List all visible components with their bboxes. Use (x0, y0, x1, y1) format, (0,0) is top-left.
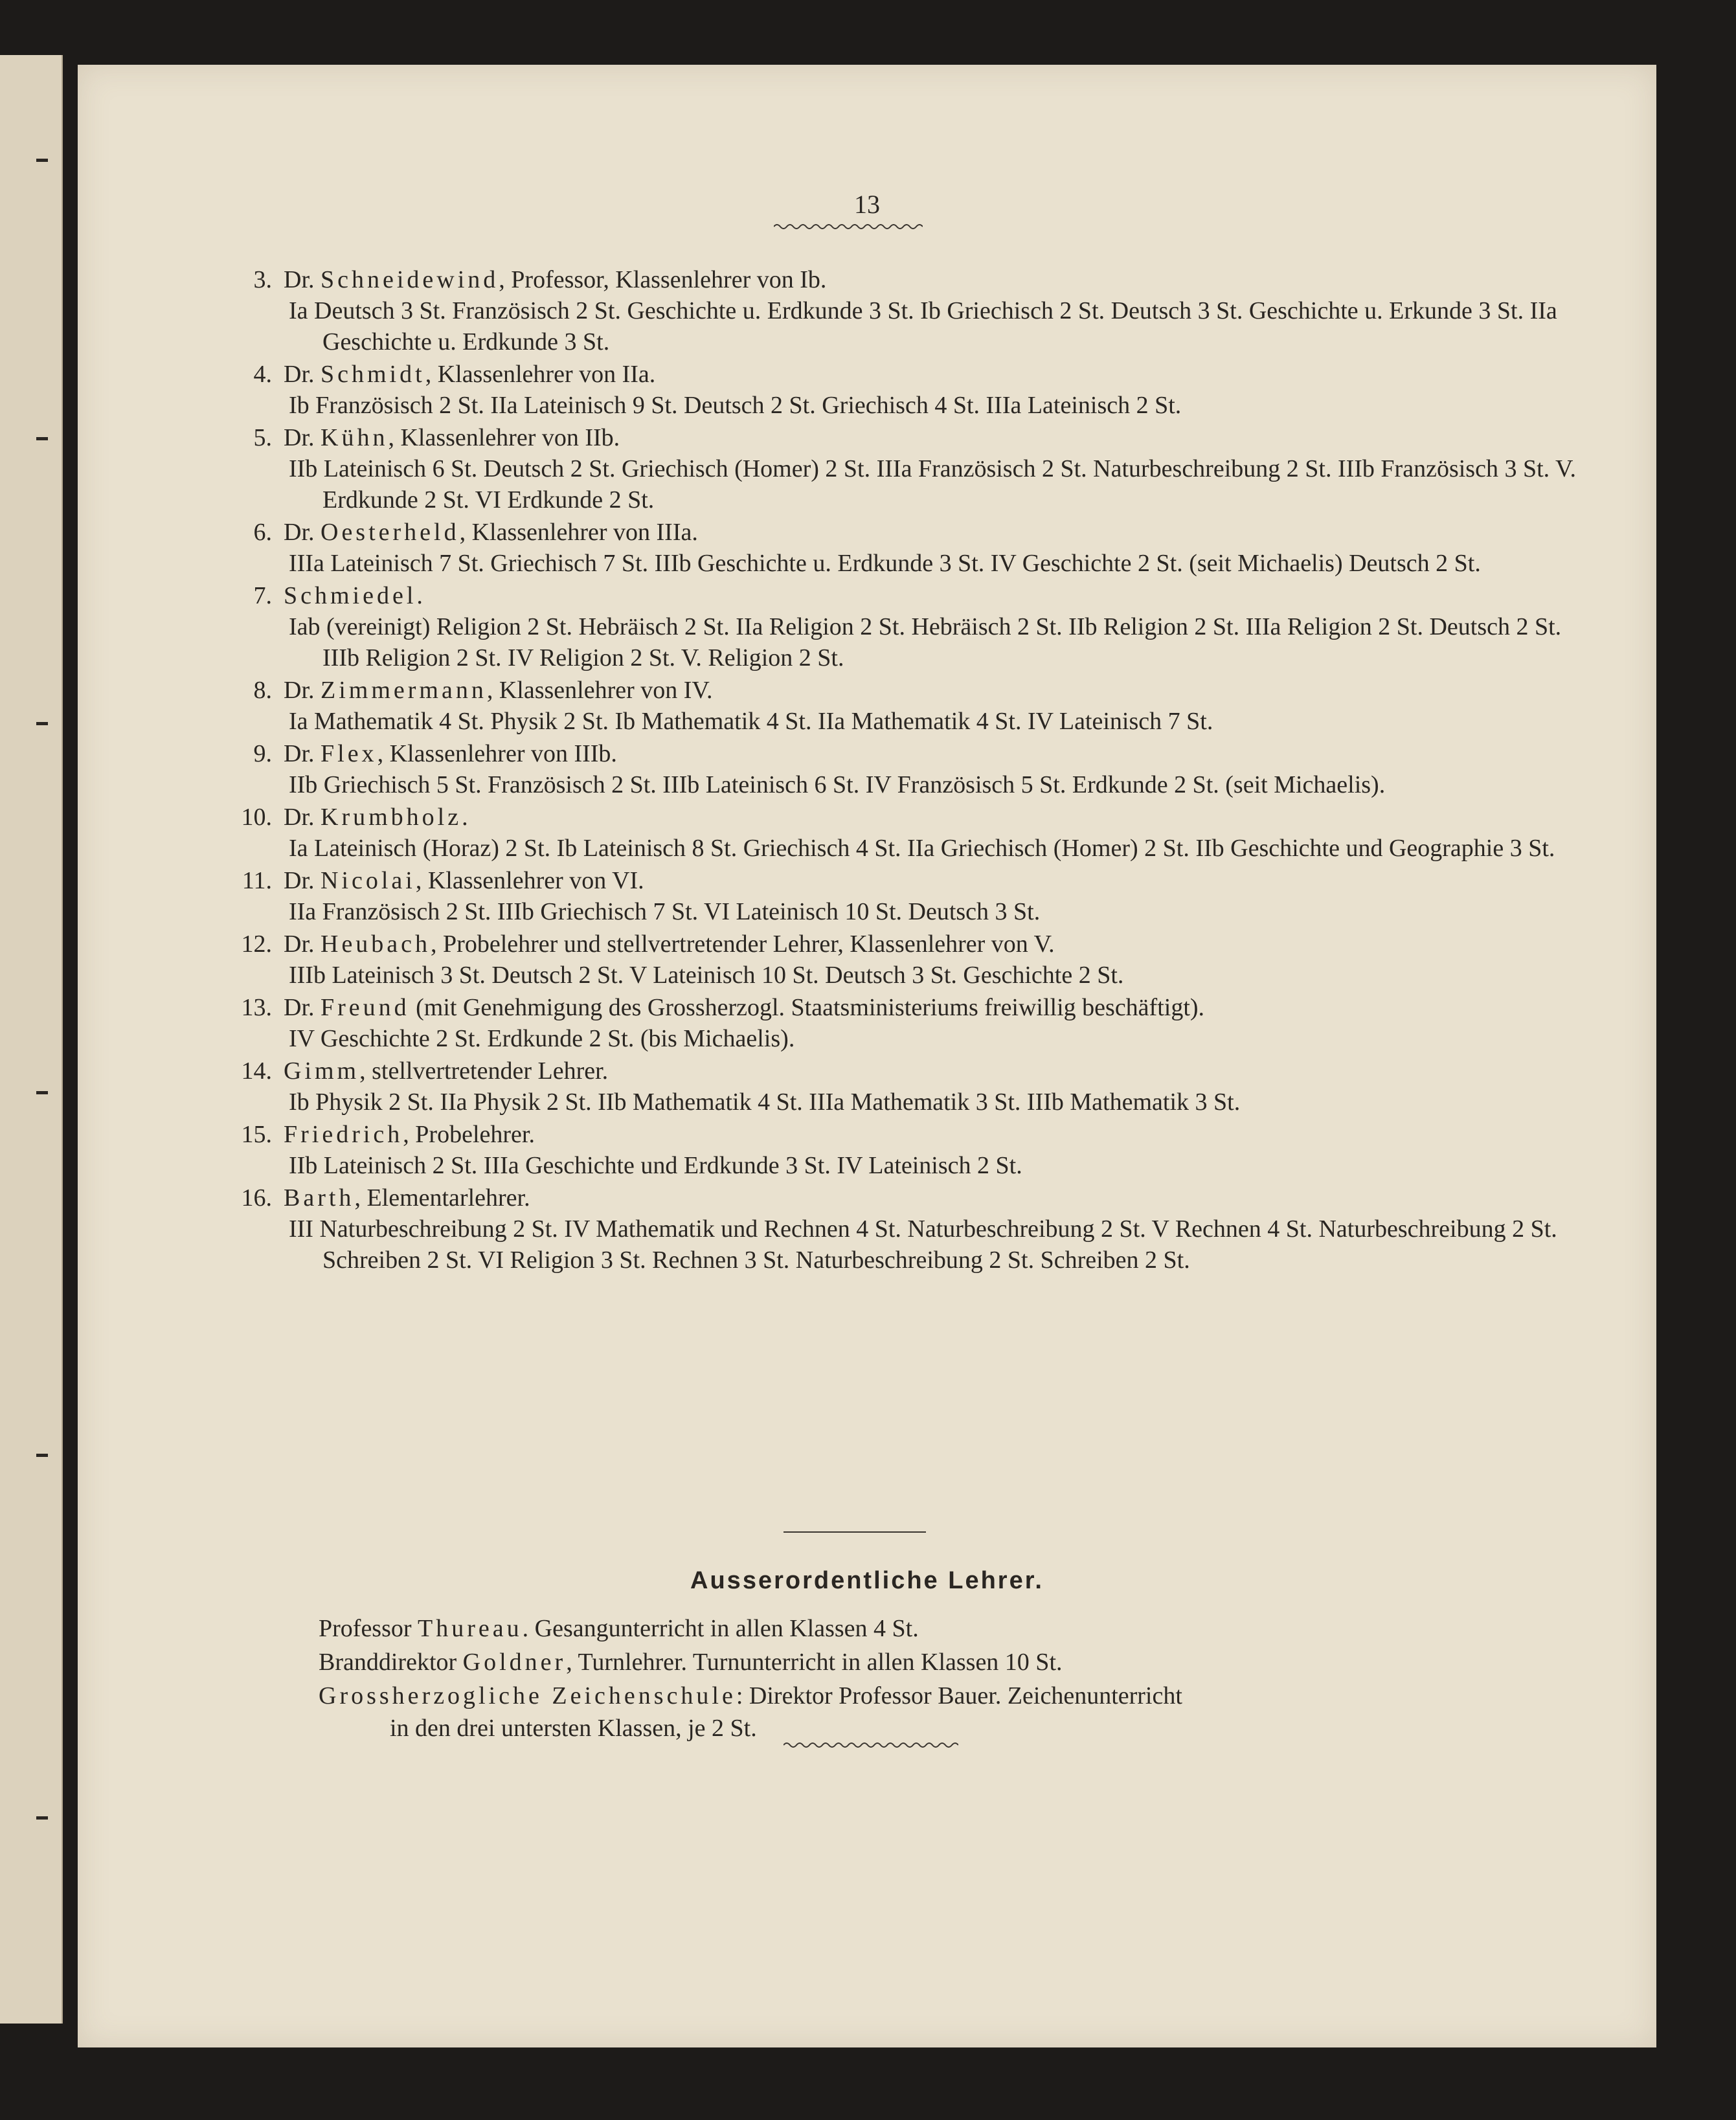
page-number: 13 (854, 190, 880, 219)
teacher-entry (207, 264, 1580, 357)
teacher-name: Schneidewind (321, 266, 499, 293)
teacher-entry (207, 738, 1580, 800)
entry-header (207, 264, 1580, 295)
extra-teacher-title: Professor (319, 1615, 418, 1642)
entry-number: 7. (253, 582, 272, 609)
entry-number: 11. (242, 867, 272, 894)
teacher-entry (207, 1119, 1580, 1181)
teaching-assignments: Ia Mathematik 4 St. Physik 2 St. Ib Mathematik 4 St. IIa Mathematik 4 St. IV Lateinisch 7 St. (289, 708, 1213, 735)
entry-number: 14. (241, 1057, 272, 1085)
teacher-name: Barth (284, 1184, 355, 1212)
teacher-role: (mit Genehmigung des Grossherzogl. Staatsministeriums freiwillig beschäftigt). (409, 994, 1205, 1021)
entry-header (207, 1119, 1580, 1150)
teaching-assignments: Ia Lateinisch (Horaz) 2 St. Ib Lateinisch 8 St. Griechisch 4 St. IIa Griechisch (Homer) 2 St. IIb Geschichte und Geographie 3 St. (289, 835, 1555, 862)
teaching-assignments: Ib Französisch 2 St. IIa Lateinisch 9 St. Deutsch 2 St. Griechisch 4 St. IIIa Lateinisch 2 St. (289, 392, 1182, 419)
entry-title: Dr. (284, 424, 315, 451)
page-edge-mark (36, 722, 48, 725)
teaching-assignments: III Naturbeschreibung 2 St. IV Mathematik und Rechnen 4 St. Naturbeschreibung 2 St. V Rechnen 4 St. Naturbeschreibung 2 St. Schreiben 2 St. VI Religion 3 St. Rechnen 3 St. Naturbeschreibung 2 St. Schreiben 2 St. (289, 1215, 1557, 1274)
entry-header (207, 422, 1580, 453)
extra-teacher-name: Grossherzogliche Zeichenschule (319, 1682, 736, 1709)
teacher-name: Schmiedel (284, 582, 417, 609)
teaching-assignments: Iab (vereinigt) Religion 2 St. Hebräisch 2 St. IIa Religion 2 St. Hebräisch 2 St. IIb Religion 2 St. IIIa Religion 2 St. Deutsch 2 St. IIIb Religion 2 St. IV Religion 2 St. V. Religion 2 St. (289, 613, 1562, 671)
wavy-ornament-bottom (783, 1739, 958, 1752)
teacher-role: , Elementarlehrer. (354, 1184, 530, 1212)
teaching-assignments: IIa Französisch 2 St. IIIb Griechisch 7 St. VI Lateinisch 10 St. Deutsch 3 St. (289, 898, 1041, 925)
previous-page-edge (0, 55, 63, 2024)
teaching-assignments: IIb Lateinisch 6 St. Deutsch 2 St. Griechisch (Homer) 2 St. IIIa Französisch 2 St. Naturbeschreibung 2 St. IIIb Französisch 3 St. V. Erdkunde 2 St. VI Erdkunde 2 St. (289, 455, 1576, 513)
teacher-name: Gimm (284, 1057, 360, 1085)
teacher-name: Oesterheld (321, 519, 460, 546)
teacher-name: Krumbholz (321, 804, 462, 831)
entry-title: Dr. (284, 930, 315, 958)
entry-title: Dr. (284, 867, 315, 894)
entry-header (207, 802, 1580, 833)
teacher-entry (207, 580, 1580, 673)
entry-title: Dr. (284, 804, 315, 831)
teacher-entry (207, 422, 1580, 515)
entry-header (207, 992, 1580, 1023)
teacher-role: , Klassenlehrer von IV. (486, 677, 713, 704)
teacher-role: . (416, 582, 423, 609)
entry-header (207, 517, 1580, 548)
teaching-assignments: Ia Deutsch 3 St. Französisch 2 St. Geschichte u. Erdkunde 3 St. Ib Griechisch 2 St. Deutsch 3 St. Geschichte u. Erkunde 3 St. IIa Geschichte u. Erdkunde 3 St. (289, 297, 1557, 355)
teacher-role: , Probelehrer. (403, 1121, 535, 1148)
extra-teacher-details-cont: in den drei untersten Klassen, je 2 St. (390, 1715, 757, 1742)
teaching-assignments: IIb Lateinisch 2 St. IIIa Geschichte und Erdkunde 3 St. IV Lateinisch 2 St. (289, 1152, 1022, 1179)
wavy-ornament-top (774, 220, 923, 233)
teacher-list (207, 264, 1580, 1277)
teacher-entry (207, 359, 1580, 421)
page-edge-mark (36, 437, 48, 440)
teaching-assignments: IIb Griechisch 5 St. Französisch 2 St. IIIb Lateinisch 6 St. IV Französisch 5 St. Erdkunde 2 St. (seit Michaelis). (289, 771, 1386, 798)
entry-title: Dr. (284, 361, 315, 388)
teacher-entry (207, 517, 1580, 579)
entry-header (207, 865, 1580, 896)
entry-number: 16. (241, 1184, 272, 1212)
teacher-name: Kühn (321, 424, 389, 451)
extra-teacher-list (319, 1612, 1549, 1746)
extra-teacher-entry (319, 1680, 1549, 1744)
teaching-assignments: Ib Physik 2 St. IIa Physik 2 St. IIb Mathematik 4 St. IIIa Mathematik 3 St. IIIb Mathematik 3 St. (289, 1088, 1241, 1116)
teacher-entry (207, 675, 1580, 737)
page-edge-mark (36, 159, 48, 162)
extra-teacher-name: Thureau (418, 1615, 523, 1642)
teacher-role: , stellvertretender Lehrer. (359, 1057, 609, 1085)
teacher-role: , Klassenlehrer von IIa. (425, 361, 656, 388)
entry-number: 8. (253, 677, 272, 704)
entry-header (207, 1055, 1580, 1087)
teacher-entry (207, 1055, 1580, 1118)
entry-header (207, 359, 1580, 390)
extra-teacher-name: Goldner (462, 1649, 567, 1676)
teacher-name: Schmidt (321, 361, 425, 388)
teacher-entry (207, 992, 1580, 1054)
teacher-name: Freund (321, 994, 410, 1021)
entry-title: Dr. (284, 994, 315, 1021)
teacher-role: , Klassenlehrer von IIIa. (459, 519, 698, 546)
entry-number: 9. (253, 740, 272, 767)
teacher-entry (207, 802, 1580, 864)
page-edge-mark (36, 1816, 48, 1820)
section-divider (783, 1531, 926, 1533)
entry-title: Dr. (284, 519, 315, 546)
teaching-assignments: IV Geschichte 2 St. Erdkunde 2 St. (bis Michaelis). (289, 1025, 795, 1052)
extra-teacher-entry (319, 1646, 1549, 1678)
teacher-role: , Professor, Klassenlehrer von Ib. (499, 266, 827, 293)
extra-teacher-details: , Turnlehrer. Turnunterricht in allen Klassen 10 St. (566, 1649, 1063, 1676)
teaching-assignments: IIIb Lateinisch 3 St. Deutsch 2 St. V Lateinisch 10 St. Deutsch 3 St. Geschichte 2 St. (289, 962, 1124, 989)
teacher-entry (207, 929, 1580, 991)
entry-header (207, 1182, 1580, 1213)
entry-title: Dr. (284, 677, 315, 704)
teacher-name: Friedrich (284, 1121, 403, 1148)
document-page (78, 65, 1656, 2047)
page-edge-mark (36, 1091, 48, 1094)
entry-number: 12. (241, 930, 272, 958)
teacher-entry (207, 1182, 1580, 1276)
extra-teacher-title: Branddirektor (319, 1649, 463, 1676)
entry-header (207, 929, 1580, 960)
teacher-entry (207, 865, 1580, 927)
teacher-name: Heubach (321, 930, 431, 958)
entry-number: 5. (253, 424, 272, 451)
teacher-name: Flex (321, 740, 378, 767)
teacher-role: , Probelehrer und stellvertretender Lehrer, Klassenlehrer von V. (431, 930, 1055, 958)
entry-number: 6. (253, 519, 272, 546)
teaching-assignments: IIIa Lateinisch 7 St. Griechisch 7 St. IIIb Geschichte u. Erdkunde 3 St. IV Geschichte 2 St. (seit Michaelis) Deutsch 2 St. (289, 550, 1481, 577)
teacher-role: . (462, 804, 468, 831)
entry-header (207, 580, 1580, 611)
teacher-name: Nicolai (321, 867, 416, 894)
entry-number: 13. (241, 994, 272, 1021)
teacher-role: , Klassenlehrer von IIIb. (377, 740, 617, 767)
entry-number: 4. (253, 361, 272, 388)
page-edge-mark (36, 1454, 48, 1457)
entry-number: 15. (241, 1121, 272, 1148)
entry-number: 10. (241, 804, 272, 831)
entry-header (207, 738, 1580, 769)
entry-title: Dr. (284, 740, 315, 767)
entry-title: Dr. (284, 266, 315, 293)
extra-teacher-details: : Direktor Professor Bauer. Zeichenunterricht (736, 1682, 1182, 1709)
teacher-role: , Klassenlehrer von IIb. (388, 424, 620, 451)
teacher-name: Zimmermann (321, 677, 487, 704)
extra-teacher-entry (319, 1612, 1549, 1645)
entry-number: 3. (253, 266, 272, 293)
section-heading: Ausserordentliche Lehrer. (690, 1567, 1044, 1594)
entry-header (207, 675, 1580, 706)
teacher-role: , Klassenlehrer von VI. (415, 867, 644, 894)
extra-teacher-details: . Gesangunterricht in allen Klassen 4 St. (522, 1615, 919, 1642)
